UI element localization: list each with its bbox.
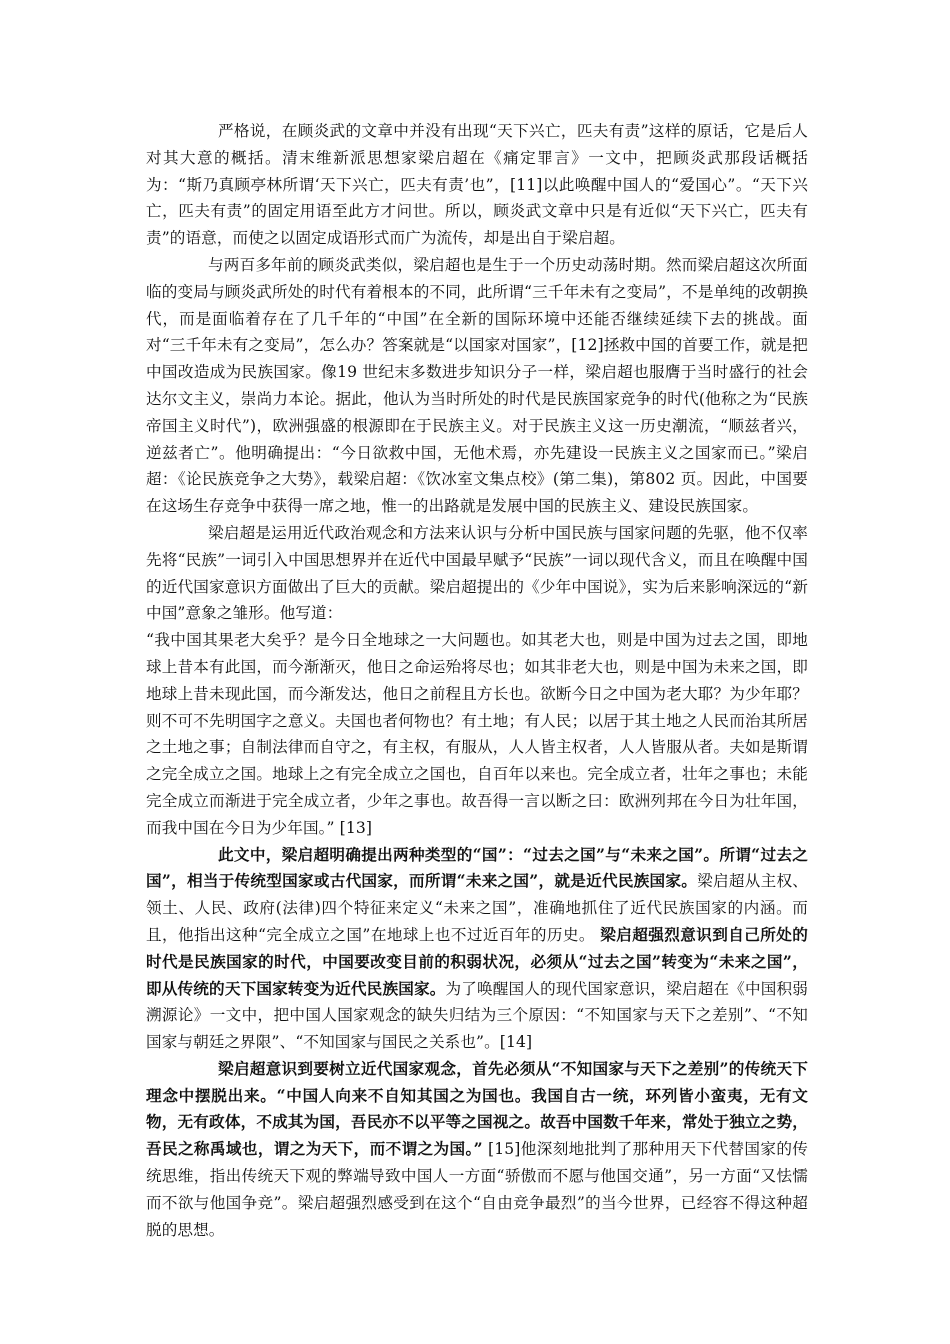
- paragraph-6-text: [15]他深刻地批判了那种用天下代替国家的传统思维，指出传统天下观的弊端导致中国人一方面“骄傲而不愿与他国交通”，另一方面“又怯懦而不欲与他国争竞”。梁启超强烈感受到在这个“自由竞争最烈”的当今世界，已经容不得这种超脱的思想。: [146, 1140, 808, 1239]
- paragraph-1-text: 严格说，在顾炎武的文章中并没有出现“天下兴亡，匹夫有责”这样的原话，它是后人对其大意的概括。清末维新派思想家梁启超在《痛定罪言》一文中，把顾炎武那段话概括为：“斯乃真顾亭林所谓‘天下兴亡，匹夫有责’也”，[11]以此唤醒中国人的“爱国心”。“天下兴亡，匹夫有责”的固定用语至此方才问世。所以，顾炎武文章中只是有近似“天下兴亡，匹夫有责”的语意，而使之以固定成语形式而广为流传，却是出自于梁启超。: [146, 122, 808, 248]
- quotation-text: “我中国其果老大矣乎？是今日全地球之一大问题也。如其老大也，则是中国为过去之国，即地球上昔本有此国，而今渐渐灭，他日之命运殆将尽也；如其非老大也，则是中国为未来之国，即地球上昔未现此国，而今渐发达，他日之前程且方长也。欲断今日之中国为老大耶？为少年耶？则不可不先明国字之意义。夫国也者何物也？有土地；有人民；以居于其土地之人民而治其所居之土地之事；自制法律而自守之，有主权，有服从，人人皆主权者，人人皆服从者。夫如是斯谓之完全成立之国。地球上之有完全成立之国也，自百年以来也。完全成立者，壮年之事也；未能完全成立而渐进于完全成立者，少年之事也。故吾得一言以断之曰：欧洲列邦在今日为壮年国，而我中国在今日为少年国。” [13]: [146, 631, 808, 837]
- paragraph-5-bold-2: 梁启超强烈意识到自己所处的时代是民族国家的时代，中国要改变目前的积弱状况，必须从“过去之国”转变为“未来之国”，即从传统的天下国家转变为近代民族国家。: [146, 924, 808, 998]
- paragraph-5-text-2: 为了唤醒国人的现代国家意识，梁启超在《中国积弱溯源论》一文中，把中国人国家观念的缺失归结为三个原因：“不知国家与天下之差别”、“不知国家与朝廷之界限”、“不知国家与国民之关系也”。[14]: [146, 979, 808, 1052]
- paragraph-5-bold-1: 此文中，梁启超明确提出两种类型的“国”：“过去之国”与“未来之国”。所谓“过去之国”，相当于传统型国家或古代国家，而所谓“未来之国”，就是近代民族国家。: [146, 844, 808, 891]
- paragraph-5-text-1: 梁启超从主权、领土、人民、政府(法律)四个特征来定义“未来之国”，准确地抓住了近代民族国家的内涵。而且，他指出这种“完全成立之国”在地球上也不过近百年的历史。: [146, 872, 809, 944]
- paragraph-2: [146, 252, 808, 520]
- quotation-paragraph: [146, 627, 808, 841]
- paragraph-5: [146, 842, 808, 1056]
- paragraph-6-bold: 梁启超意识到要树立近代国家观念，首先必须从“不知国家与天下之差别”的传统天下理念中摆脱出来。“中国人向来不自知其国之为国也。我国自古一统，环列皆小蛮夷，无有文物，无有政体，不成其为国，吾民亦不以平等之国视之。故吾中国数千年来，常处于独立之势，吾民之称禹域也，谓之为天下，而不谓之为国。”: [146, 1058, 808, 1159]
- paragraph-3: [146, 520, 808, 627]
- paragraph-1: [146, 118, 808, 252]
- paragraph-6: [146, 1056, 808, 1244]
- paragraph-2-text: 与两百多年前的顾炎武类似，梁启超也是生于一个历史动荡时期。然而梁启超这次所面临的变局与顾炎武所处的时代有着根本的不同，此所谓“三千年未有之变局”，不是单纯的改朝换代，而是面临着存在了几千年的“中国”在全新的国际环境中还能否继续延续下去的挑战。面对“三千年未有之变局”，怎么办？答案就是“以国家对国家”，[12]拯救中国的首要工作，就是把中国改造成为民族国家。像19 世纪末多数进步知识分子一样，梁启超也服膺于当时盛行的社会达尔文主义，崇尚力本论。据此，他认为当时所处的时代是民族国家竞争的时代(他称之为“民族帝国主义时代”)，欧洲强盛的根源即在于民族主义。对于民族主义这一历史潮流，“顺兹者兴，逆兹者亡”。他明确提出：“今日欲救中国，无他术焉，亦先建设一民族主义之国家而已。”梁启超：《论民族竞争之大势》，载梁启超：《饮冰室文集点校》(第二集)，第802 页。因此，中国要在这场生存竞争中获得一席之地，惟一的出路就是发展中国的民族主义、建设民族国家。: [146, 255, 808, 516]
- document-body: [146, 118, 808, 1243]
- paragraph-3-text: 梁启超是运用近代政治观念和方法来认识与分析中国民族与国家问题的先驱，他不仅率先将“民族”一词引入中国思想界并在近代中国最早赋予“民族”一词以现代含义，而且在唤醒中国的近代国家意识方面做出了巨大的贡献。梁启超提出的《少年中国说》，实为后来影响深远的“新中国”意象之雏形。他写道：: [146, 523, 808, 623]
